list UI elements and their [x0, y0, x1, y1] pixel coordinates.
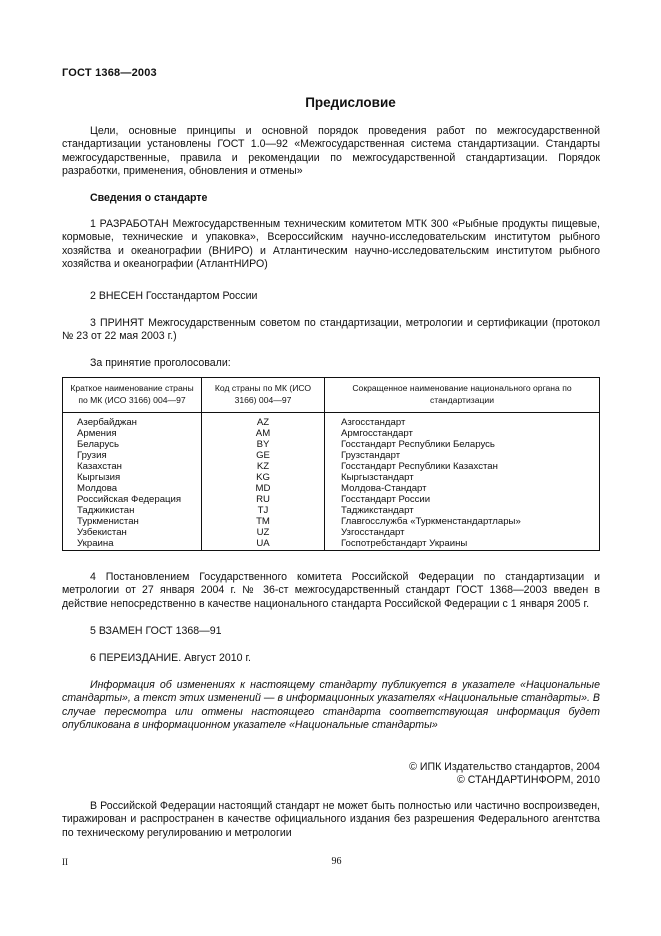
table-row: [63, 413, 600, 429]
reproduction-notice: [62, 800, 600, 840]
item-introduced: [62, 290, 600, 303]
item-introduced-text: 2 ВНЕСЕН Госстандартом России: [90, 290, 258, 302]
roman-page-number: II: [62, 857, 68, 867]
country-code-cell: AZ: [202, 413, 325, 429]
standards-body-cell: Главгосслужба «Туркменстандартлары»: [325, 516, 600, 527]
voting-table: [62, 377, 600, 551]
country-name-cell: Армения: [63, 428, 202, 439]
changes-info-text: Информация об изменениях к настоящему стандарту публикуется в указателе «Национальные стандарты», а текст этих изменений — в информационных указателях «Национальные стандарты». В случае пересмотра или отмены настоящего стандарта соответствующая информация будет опубликована в информационном указателе «Национальные стандарты»: [62, 679, 600, 732]
changes-info: [62, 679, 600, 733]
standards-body-cell: Армгосстандарт: [325, 428, 600, 439]
copyright-line: © ИПК Издательство стандартов, 2004: [409, 761, 600, 773]
item-enacted-text: 4 Постановлением Государственного комитета Российской Федерации по стандартизации и метрологии от 27 января 2004 г. № 36-ст межгосударственный стандарт ГОСТ 1368—2003 введен в действие непосредственно в качестве национального стандарта Российской Федерации с 1 января 2005 г.: [62, 571, 600, 610]
country-name-cell: Казахстан: [63, 461, 202, 472]
country-name-cell: Молдова: [63, 483, 202, 494]
country-name-cell: Беларусь: [63, 439, 202, 450]
standards-body-cell: Узгосстандарт: [325, 527, 600, 538]
standards-body-cell: Госстандарт Республики Беларусь: [325, 439, 600, 450]
page-number: 96: [331, 856, 342, 867]
column-header-country: Краткое наименование страны по МК (ИСО 3166) 004—97: [63, 378, 202, 413]
item-developed-text: 1 РАЗРАБОТАН Межгосударственным техническим комитетом МТК 300 «Рыбные продукты пищевые, кормовые, технические и упаковка», Всероссийским научно-исследовательским институтом рыбного хозяйства и океанографии (ВНИРО) и Атлантическим научно-исследовательским институтом рыбного хозяйства и океанографии (АтлантНИРО): [62, 218, 600, 271]
standard-code: ГОСТ 1368—2003: [62, 67, 157, 79]
item-reissue: [62, 652, 600, 665]
item-developed: [62, 218, 600, 272]
item-reissue-text: 6 ПЕРЕИЗДАНИЕ. Август 2010 г.: [90, 652, 251, 664]
table-row: [63, 439, 600, 450]
table-row: [63, 450, 600, 461]
copyright-block: [409, 761, 600, 788]
table-row: [63, 472, 600, 483]
table-row: [63, 505, 600, 516]
country-name-cell: Азербайджан: [63, 413, 202, 429]
country-name-cell: Грузия: [63, 450, 202, 461]
table-row: [63, 538, 600, 551]
item-enacted: [62, 571, 600, 611]
table-row: [63, 483, 600, 494]
standards-body-cell: Госпотребстандарт Украины: [325, 538, 600, 551]
country-code-cell: TJ: [202, 505, 325, 516]
table-row: [63, 516, 600, 527]
standards-body-cell: Госстандарт России: [325, 494, 600, 505]
table-row: [63, 428, 600, 439]
table-row: [63, 494, 600, 505]
intro-text: Цели, основные принципы и основной порядок проведения работ по межгосударственной стандартизации установлены ГОСТ 1.0—92 «Межгосударственная система стандартизации. Стандарты межгосударственные, правила и рекомендации по межгосударственной стандартизации. Порядок разработки, применения, обновления и отмены»: [62, 125, 600, 178]
copyright-line: © СТАНДАРТИНФОРМ, 2010: [457, 774, 600, 787]
country-code-cell: GE: [202, 450, 325, 461]
item-adopted-text: 3 ПРИНЯТ Межгосударственным советом по стандартизации, метрологии и сертификации (протокол № 23 от 22 мая 2003 г.): [62, 317, 600, 343]
item-adopted: [62, 317, 600, 344]
item-replaces-text: 5 ВЗАМЕН ГОСТ 1368—91: [90, 625, 222, 637]
country-code-cell: RU: [202, 494, 325, 505]
standards-body-cell: Грузстандарт: [325, 450, 600, 461]
country-name-cell: Кыргызия: [63, 472, 202, 483]
standards-body-cell: Таджикстандарт: [325, 505, 600, 516]
standards-body-cell: Азгосстандарт: [325, 413, 600, 429]
country-code-cell: KZ: [202, 461, 325, 472]
voted-label-text: За принятие проголосовали:: [90, 357, 231, 369]
country-code-cell: BY: [202, 439, 325, 450]
standards-body-cell: Госстандарт Республики Казахстан: [325, 461, 600, 472]
country-name-cell: Таджикистан: [63, 505, 202, 516]
country-name-cell: Российская Федерация: [63, 494, 202, 505]
item-replaces: [62, 625, 600, 638]
standards-body-cell: Молдова-Стандарт: [325, 483, 600, 494]
country-name-cell: Узбекистан: [63, 527, 202, 538]
column-header-code: Код страны по МК (ИСО 3166) 004—97: [202, 378, 325, 413]
table-row: [63, 527, 600, 538]
page-title: Предисловие: [305, 95, 396, 110]
column-header-body: Сокращенное наименование национального органа по стандартизации: [325, 378, 600, 413]
country-code-cell: MD: [202, 483, 325, 494]
voted-label: [62, 357, 600, 370]
country-code-cell: AM: [202, 428, 325, 439]
table-row: [63, 461, 600, 472]
country-name-cell: Украина: [63, 538, 202, 551]
table-header-row: [63, 378, 600, 413]
standards-body-cell: Кыргызстандарт: [325, 472, 600, 483]
reproduction-notice-text: В Российской Федерации настоящий стандарт не может быть полностью или частично воспроизведен, тиражирован и распространен в качестве официального издания без разрешения Федерального агентства по техническому регулированию и метрологии: [62, 800, 600, 839]
country-name-cell: Туркменистан: [63, 516, 202, 527]
intro-paragraph: [62, 125, 600, 179]
country-code-cell: TM: [202, 516, 325, 527]
country-code-cell: UZ: [202, 527, 325, 538]
section-heading: Сведения о стандарте: [90, 192, 208, 204]
country-code-cell: KG: [202, 472, 325, 483]
country-code-cell: UA: [202, 538, 325, 551]
